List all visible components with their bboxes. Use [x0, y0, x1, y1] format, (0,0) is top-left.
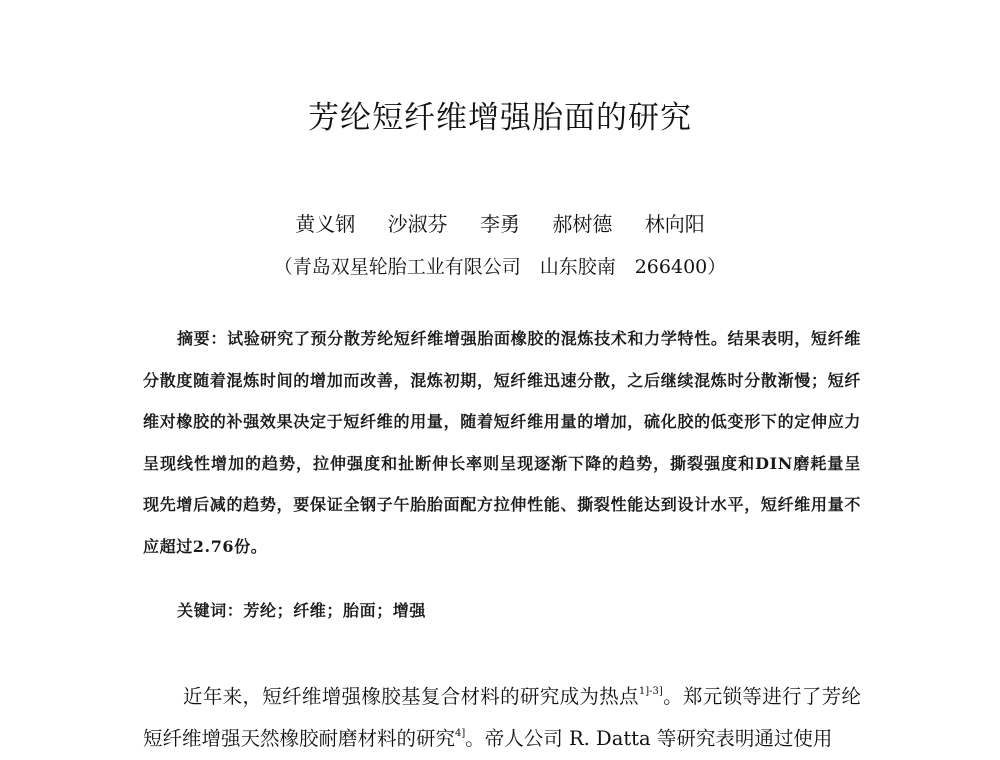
keywords-label: 关键词： [177, 601, 244, 620]
body-paragraph [143, 676, 861, 760]
author-name: 郝树德 [552, 212, 613, 236]
paper-title: 芳纶短纤维增强胎面的研究 [308, 100, 692, 136]
author-name: 李勇 [480, 212, 520, 236]
abstract-text: 试验研究了预分散芳纶短纤维增强胎面橡胶的混炼技术和力学特性。结果表明，短纤维分散度随着混炼时间的增加而改善，混炼初期，短纤维迅速分散，之后继续混炼时分散渐慢；短纤维对橡胶的补强效果决定于短纤维的用量，随着短纤维用量的增加，硫化胶的低变形下的定伸应力呈现线性增加的趋势，拉伸强度和扯断伸长率则呈现逐渐下降的趋势，撕裂强度和DIN磨耗量呈现先增后减的趋势，要保证全钢子午胎胎面配方拉伸性能、撕裂性能达到设计水平，短纤维用量不应超过2.76份。 [143, 329, 861, 556]
abstract [143, 318, 861, 567]
author-list [0, 208, 1000, 237]
body-text-part: 近年来，短纤维增强橡胶基复合材料的研究成为热点 [183, 685, 639, 708]
body-text-part: 。帝人公司 R. Datta 等研究表明通过使用 [465, 727, 833, 750]
author-name: 林向阳 [644, 212, 705, 236]
citation-ref: 4] [455, 728, 466, 739]
affiliation: （青岛双星轮胎工业有限公司 山东胶南 266400） [273, 256, 727, 278]
citation-ref: 1]-3] [638, 686, 663, 697]
abstract-label: 摘要： [177, 329, 228, 348]
body-text-part: 。郑元锁等进行了芳纶短纤维增强天然橡胶耐磨材料的研究 [143, 685, 861, 750]
keywords-text: 芳纶；纤维；胎面；增强 [243, 601, 427, 620]
author-name: 黄义钢 [295, 212, 356, 236]
author-name: 沙淑芬 [387, 212, 448, 236]
keywords [177, 598, 426, 621]
